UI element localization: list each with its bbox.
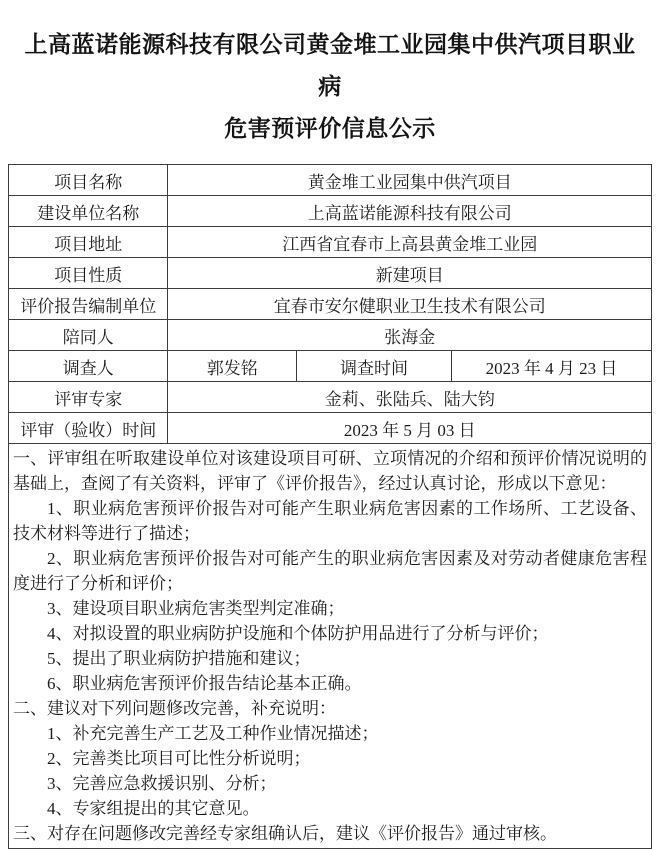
- review-experts-value: 金莉、张陆兵、陆大钧: [168, 382, 652, 413]
- opinion-paragraph: 二、建议对下列问题修改完善，补充说明：: [13, 699, 336, 718]
- page-title: [0, 0, 660, 164]
- table-row-investigator: [9, 351, 652, 382]
- table-row-review-experts: [9, 382, 652, 413]
- opinion-paragraph: 1、职业病危害预评价报告对可能产生职业病危害因素的工作场所、工艺设备、技术材料等进行了描述；: [13, 499, 647, 543]
- opinion-paragraph: 6、职业病危害预评价报告结论基本正确。: [47, 674, 362, 693]
- opinion-paragraph: 一、评审组在听取建设单位对该建设项目可研、立项情况的介绍和预评价情况说明的基础上，查阅了有关资料，评审了《评价报告》，经过认真讨论，形成以下意见：: [13, 449, 647, 493]
- review-time-label: 评审（验收）时间: [9, 413, 168, 444]
- table-row-accompanying-person: [9, 320, 652, 351]
- opinion-paragraph: 1、补充完善生产工艺及工种作业情况描述；: [47, 724, 379, 743]
- investigation-time-value: 2023 年 4 月 23 日: [452, 351, 652, 382]
- project-nature-label: 项目性质: [9, 258, 168, 289]
- review-time-value: 2023 年 5 月 03 日: [168, 413, 652, 444]
- review-experts-label: 评审专家: [9, 382, 168, 413]
- page-title-line-1: 上高蓝诺能源科技有限公司黄金堆工业园集中供汽项目职业病: [24, 32, 636, 99]
- table-row-project-name: [9, 165, 652, 196]
- investigation-time-label: 调查时间: [297, 351, 452, 382]
- construction-unit-label: 建设单位名称: [9, 196, 168, 227]
- project-address-label: 项目地址: [9, 227, 168, 258]
- table-row-construction-unit: [9, 196, 652, 227]
- report-compiler-value: 宜春市安尔健职业卫生技术有限公司: [168, 289, 652, 320]
- opinion-paragraph: 5、提出了职业病防护措施和建议；: [47, 649, 311, 668]
- opinion-paragraph: 2、完善类比项目可比性分析说明；: [47, 749, 311, 768]
- investigator-label: 调查人: [9, 351, 168, 382]
- report-compiler-label: 评价报告编制单位: [9, 289, 168, 320]
- table-row-project-nature: [9, 258, 652, 289]
- table-row-report-compiler: [9, 289, 652, 320]
- project-name-value: 黄金堆工业园集中供汽项目: [168, 165, 652, 196]
- opinion-paragraph: 4、对拟设置的职业病防护设施和个体防护用品进行了分析与评价；: [47, 624, 549, 643]
- project-name-label: 项目名称: [9, 165, 168, 196]
- opinion-paragraph: 2、职业病危害预评价报告对可能产生的职业病危害因素及对劳动者健康危害程度进行了分析和评价；: [13, 549, 647, 593]
- opinion-paragraph: 3、完善应急救援识别、分析；: [47, 774, 277, 793]
- project-address-value: 江西省宜春市上高县黄金堆工业园: [168, 227, 652, 258]
- page-title-line-2: 危害预评价信息公示: [224, 116, 436, 141]
- accompanying-person-label: 陪同人: [9, 320, 168, 351]
- opinion-paragraph: 三、对存在问题修改完善经专家组确认后，建议《评价报告》通过审核。: [13, 824, 557, 843]
- accompanying-person-value: 张海金: [168, 320, 652, 351]
- construction-unit-value: 上高蓝诺能源科技有限公司: [168, 196, 652, 227]
- investigator-value: 郭发铭: [168, 351, 297, 382]
- table-row-review-time: [9, 413, 652, 444]
- table-row-project-address: [9, 227, 652, 258]
- info-table: [8, 164, 652, 849]
- opinion-paragraph: 3、建设项目职业病危害类型判定准确；: [47, 599, 345, 618]
- opinion-paragraph: 4、专家组提出的其它意见。: [47, 799, 260, 818]
- table-row-opinion: [9, 444, 652, 849]
- project-nature-value: 新建项目: [168, 258, 652, 289]
- opinion-cell: [9, 444, 652, 849]
